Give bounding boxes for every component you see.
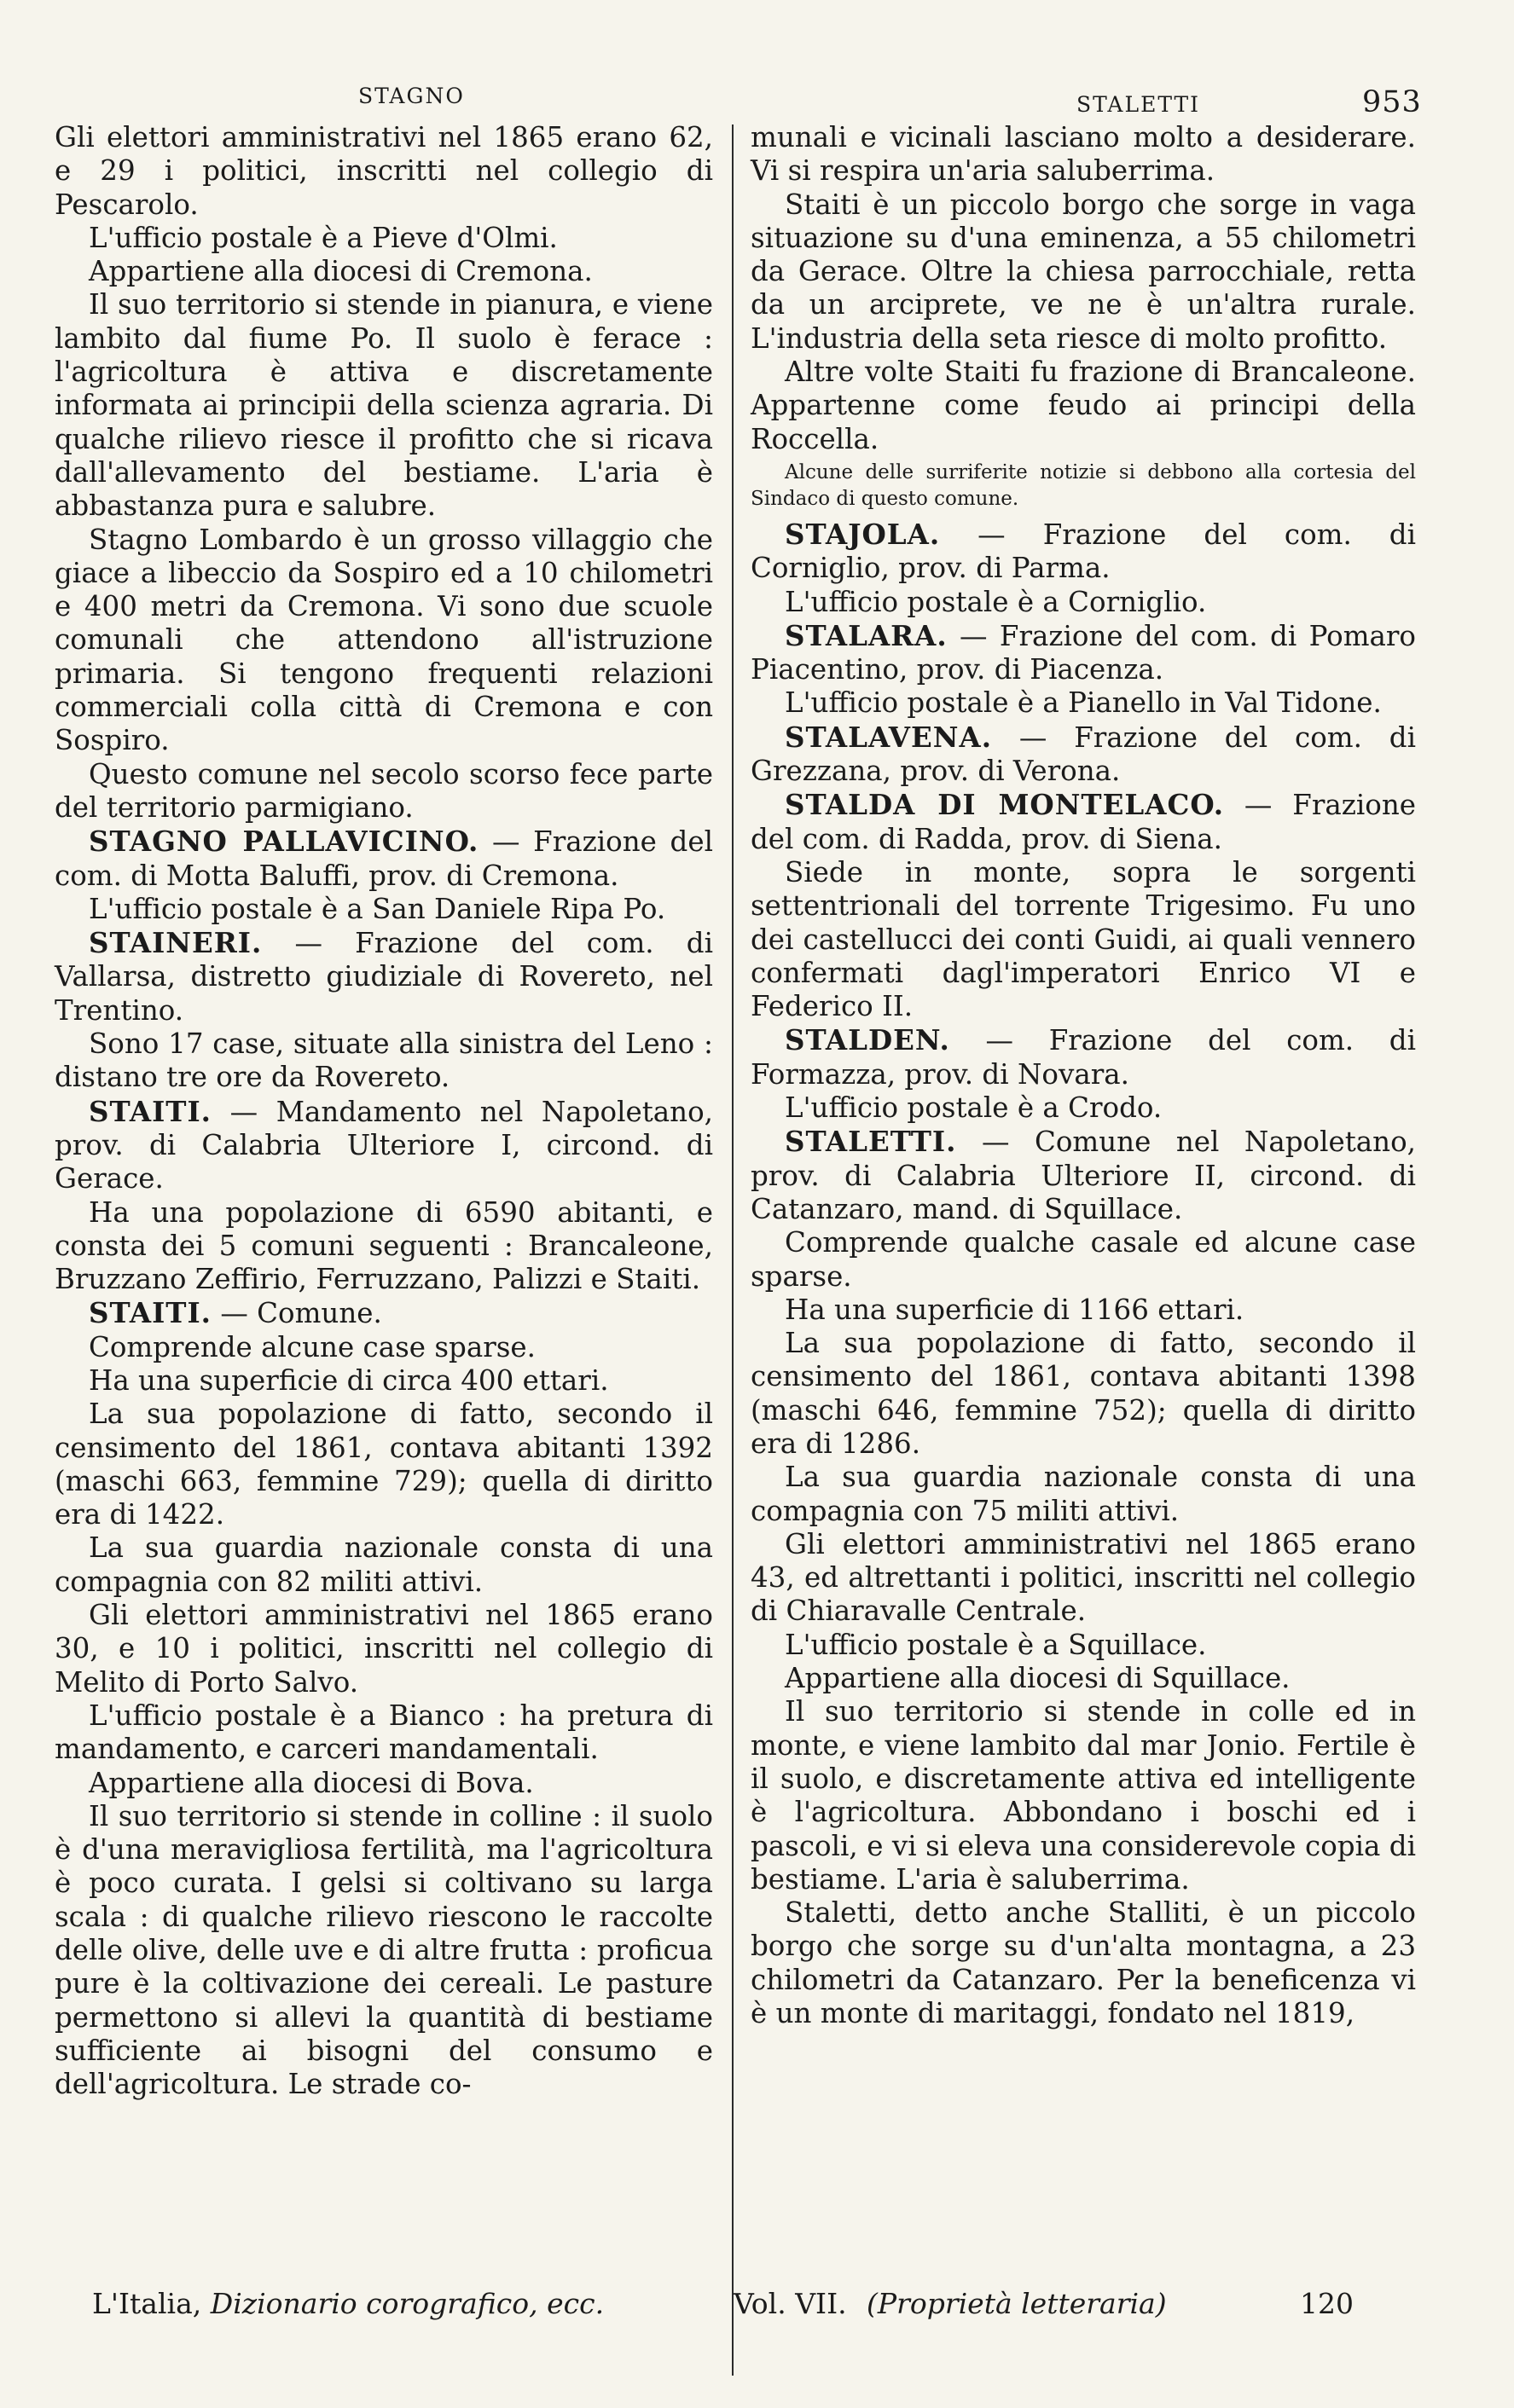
paragraph: Ha una superficie di 1166 ettari. [785, 1293, 1244, 1326]
entry-keyword: STAINERI. [89, 926, 263, 960]
footer-title: Dizionario corografico, ecc. [210, 2287, 605, 2320]
dictionary-entry [55, 926, 713, 1027]
paragraph: La sua popolazione di fatto, secondo il censimento del 1861, contava abitanti 1392 (maschi 663, femmine 729); quella di diritto era di 1422. [55, 1398, 713, 1531]
footnote: Alcune delle surriferite notizie si debbono alla cortesia del Sindaco di questo comune. [751, 460, 1416, 510]
paragraph: L'ufficio postale è a San Daniele Ripa Po. [89, 892, 666, 925]
paragraph: Gli elettori amministrativi nel 1865 erano 62, e 29 i politici, inscritti nel collegio di Pescarolo. [55, 121, 713, 221]
paragraph: La sua guardia nazionale consta di una compagnia con 82 militi attivi. [55, 1531, 713, 1598]
dictionary-entry [55, 1296, 713, 1330]
dictionary-entry [751, 721, 1416, 789]
paragraph: Altre volte Staiti fu frazione di Brancaleone. Appartenne come feudo ai principi della Roccella. [751, 356, 1416, 455]
running-head-left: STAGNO [358, 84, 465, 108]
paragraph: Appartiene alla diocesi di Bova. [89, 1766, 534, 1799]
entry-text: — Frazione del com. di Motta Baluffi, prov. di Cremona. [55, 825, 713, 892]
running-head-right: STALETTI [1076, 92, 1201, 117]
paragraph: L'ufficio postale è a Pieve d'Olmi. [89, 221, 558, 254]
entry-text: — Frazione del com. di Radda, prov. di Siena. [751, 789, 1416, 855]
paragraph: La sua guardia nazionale consta di una compagnia con 75 militi attivi. [751, 1461, 1416, 1527]
paragraph: Comprende qualche casale ed alcune case sparse. [751, 1226, 1416, 1293]
entry-text: — Comune nel Napoletano, prov. di Calabria Ulteriore II, circond. di Catanzaro, mand. di Squillace. [751, 1126, 1416, 1225]
entry-keyword: STALDA DI MONTELACO. [785, 788, 1225, 822]
dictionary-entry [751, 518, 1416, 586]
entry-keyword: STAITI. [89, 1296, 212, 1330]
footer-volume: Vol. VII. [734, 2287, 847, 2320]
paragraph: Il suo territorio si stende in pianura, e viene lambito dal fiume Po. Il suolo è ferace : l'agricoltura è attiva e discretamente informata ai principii della scienza agraria. Di qualche rilievo riesce il profitto che si ricava dall'allevamento del bestiame. L'aria è abbastanza pura e salubre. [55, 288, 713, 523]
entry-keyword: STAITI. [89, 1094, 212, 1128]
entry-keyword: STAJOLA. [785, 517, 941, 551]
page-number: 953 [1362, 85, 1422, 119]
dictionary-entry [751, 1125, 1416, 1226]
paragraph: Stagno Lombardo è un grosso villaggio che giace a libeccio da Sospiro ed a 10 chilometri e 400 metri da Cremona. Vi sono due scuole comunali che attendono all'istruzione primaria. Si tengono frequenti relazioni commerciali colla città di Cremona e con Sospiro. [55, 523, 713, 757]
right-column [751, 121, 1416, 2364]
footer-property: (Proprietà letteraria) [867, 2287, 1167, 2320]
paragraph: Il suo territorio si stende in colline : il suolo è d'una meravigliosa fertilità, ma l'agricoltura è poco curata. I gelsi si coltivano su larga scala : di qualche rilievo riescono le raccolte delle olive, delle uve e di altre frutta : proficua pure è la coltivazione dei cereali. Le pasture permettono si allevi la quantità di bestiame sufficiente ai bisogni del consumo e dell'agricoltura. Le strade co- [55, 1799, 713, 2101]
column-divider [732, 124, 734, 2376]
entry-keyword: STALARA. [785, 618, 948, 652]
paragraph: munali e vicinali lasciano molto a desiderare. Vi si respira un'aria saluberrima. [751, 121, 1416, 188]
paragraph: Ha una popolazione di 6590 abitanti, e consta dei 5 comuni seguenti : Brancaleone, Bruzzano Zeffirio, Ferruzzano, Palizzi e Staiti. [55, 1195, 713, 1296]
paragraph: Gli elettori amministrativi nel 1865 erano 43, ed altrettanti i politici, inscritti nel collegio di Chiaravalle Centrale. [751, 1527, 1416, 1628]
paragraph: Gli elettori amministrativi nel 1865 erano 30, e 10 i politici, inscritti nel collegio di Melito di Porto Salvo. [55, 1599, 713, 1699]
entry-keyword: STALAVENA. [785, 720, 993, 754]
entry-text: — Frazione del com. di Vallarsa, distretto giudiziale di Rovereto, nel Trentino. [55, 927, 713, 1027]
entry-keyword: STAGNO PALLAVICINO. [89, 825, 479, 859]
footer-book [92, 2287, 604, 2320]
entry-keyword: STALETTI. [785, 1125, 957, 1159]
dictionary-entry [751, 788, 1416, 856]
paragraph: Il suo territorio si stende in colle ed in monte, e viene lambito dal mar Jonio. Fertile è il suolo, e discretamente attiva ed intelligente è l'agricoltura. Abbondano i boschi ed i pascoli, e vi si eleva una considerevole copia di bestiame. L'aria è saluberrima. [751, 1695, 1416, 1896]
paragraph: L'ufficio postale è a Crodo. [785, 1091, 1163, 1125]
paragraph: Comprende alcune case sparse. [89, 1330, 536, 1363]
paragraph: L'ufficio postale è a Squillace. [785, 1628, 1207, 1661]
entry-text: — Frazione del com. di Pomaro Piacentino, prov. di Piacenza. [751, 619, 1416, 686]
paragraph: Staiti è un piccolo borgo che sorge in vaga situazione su d'una eminenza, a 55 chilometri da Gerace. Oltre la chiesa parrocchiale, retta da un arciprete, ve ne è un'altra rurale. L'industria della seta riesce di molto profitto. [751, 188, 1416, 355]
paragraph: Questo comune nel secolo scorso fece parte del territorio parmigiano. [55, 757, 713, 824]
paragraph: L'ufficio postale è a Corniglio. [785, 585, 1207, 618]
footer-signature: 120 [1300, 2287, 1354, 2320]
dictionary-entry [751, 619, 1416, 687]
paragraph: Siede in monte, sopra le sorgenti settentrionali del torrente Trigesimo. Fu uno dei castellucci dei conti Guidi, ai quali vennero confermati dagl'imperatori Enrico VI e Federico II. [751, 855, 1416, 1023]
paragraph: L'ufficio postale è a Bianco : ha pretura di mandamento, e carceri mandamentali. [55, 1699, 713, 1766]
paragraph: Appartiene alla diocesi di Cremona. [89, 255, 593, 288]
paragraph: La sua popolazione di fatto, secondo il censimento del 1861, contava abitanti 1398 (maschi 646, femmine 752); quella di diritto era di 1286. [751, 1327, 1416, 1460]
dictionary-entry [55, 1095, 713, 1196]
entry-text: — Comune. [212, 1297, 382, 1330]
footer-book-name: L'Italia, [92, 2287, 202, 2320]
entry-text: — Frazione del com. di Corniglio, prov. di Parma. [751, 518, 1416, 585]
entry-keyword: STALDEN. [785, 1023, 950, 1057]
dictionary-entry [751, 1023, 1416, 1091]
entry-text: — Frazione del com. di Formazza, prov. di Novara. [751, 1024, 1416, 1091]
left-column [55, 121, 713, 2364]
paragraph: L'ufficio postale è a Pianello in Val Tidone. [785, 686, 1382, 720]
entry-text: — Frazione del com. di Grezzana, prov. di Verona. [751, 721, 1416, 788]
paragraph: Staletti, detto anche Stalliti, è un piccolo borgo che sorge su d'un'alta montagna, a 23 chilometri da Catanzaro. Per la beneficenza vi è un monte di maritaggi, fondato nel 1819, [751, 1896, 1416, 2030]
dictionary-entry [55, 825, 713, 893]
paragraph: Sono 17 case, situate alla sinistra del Leno : distano tre ore da Rovereto. [55, 1027, 713, 1094]
paragraph: Appartiene alla diocesi di Squillace. [785, 1662, 1291, 1695]
entry-text: — Mandamento nel Napoletano, prov. di Calabria Ulteriore I, circond. di Gerace. [55, 1095, 713, 1195]
paragraph: Ha una superficie di circa 400 ettari. [89, 1363, 609, 1397]
